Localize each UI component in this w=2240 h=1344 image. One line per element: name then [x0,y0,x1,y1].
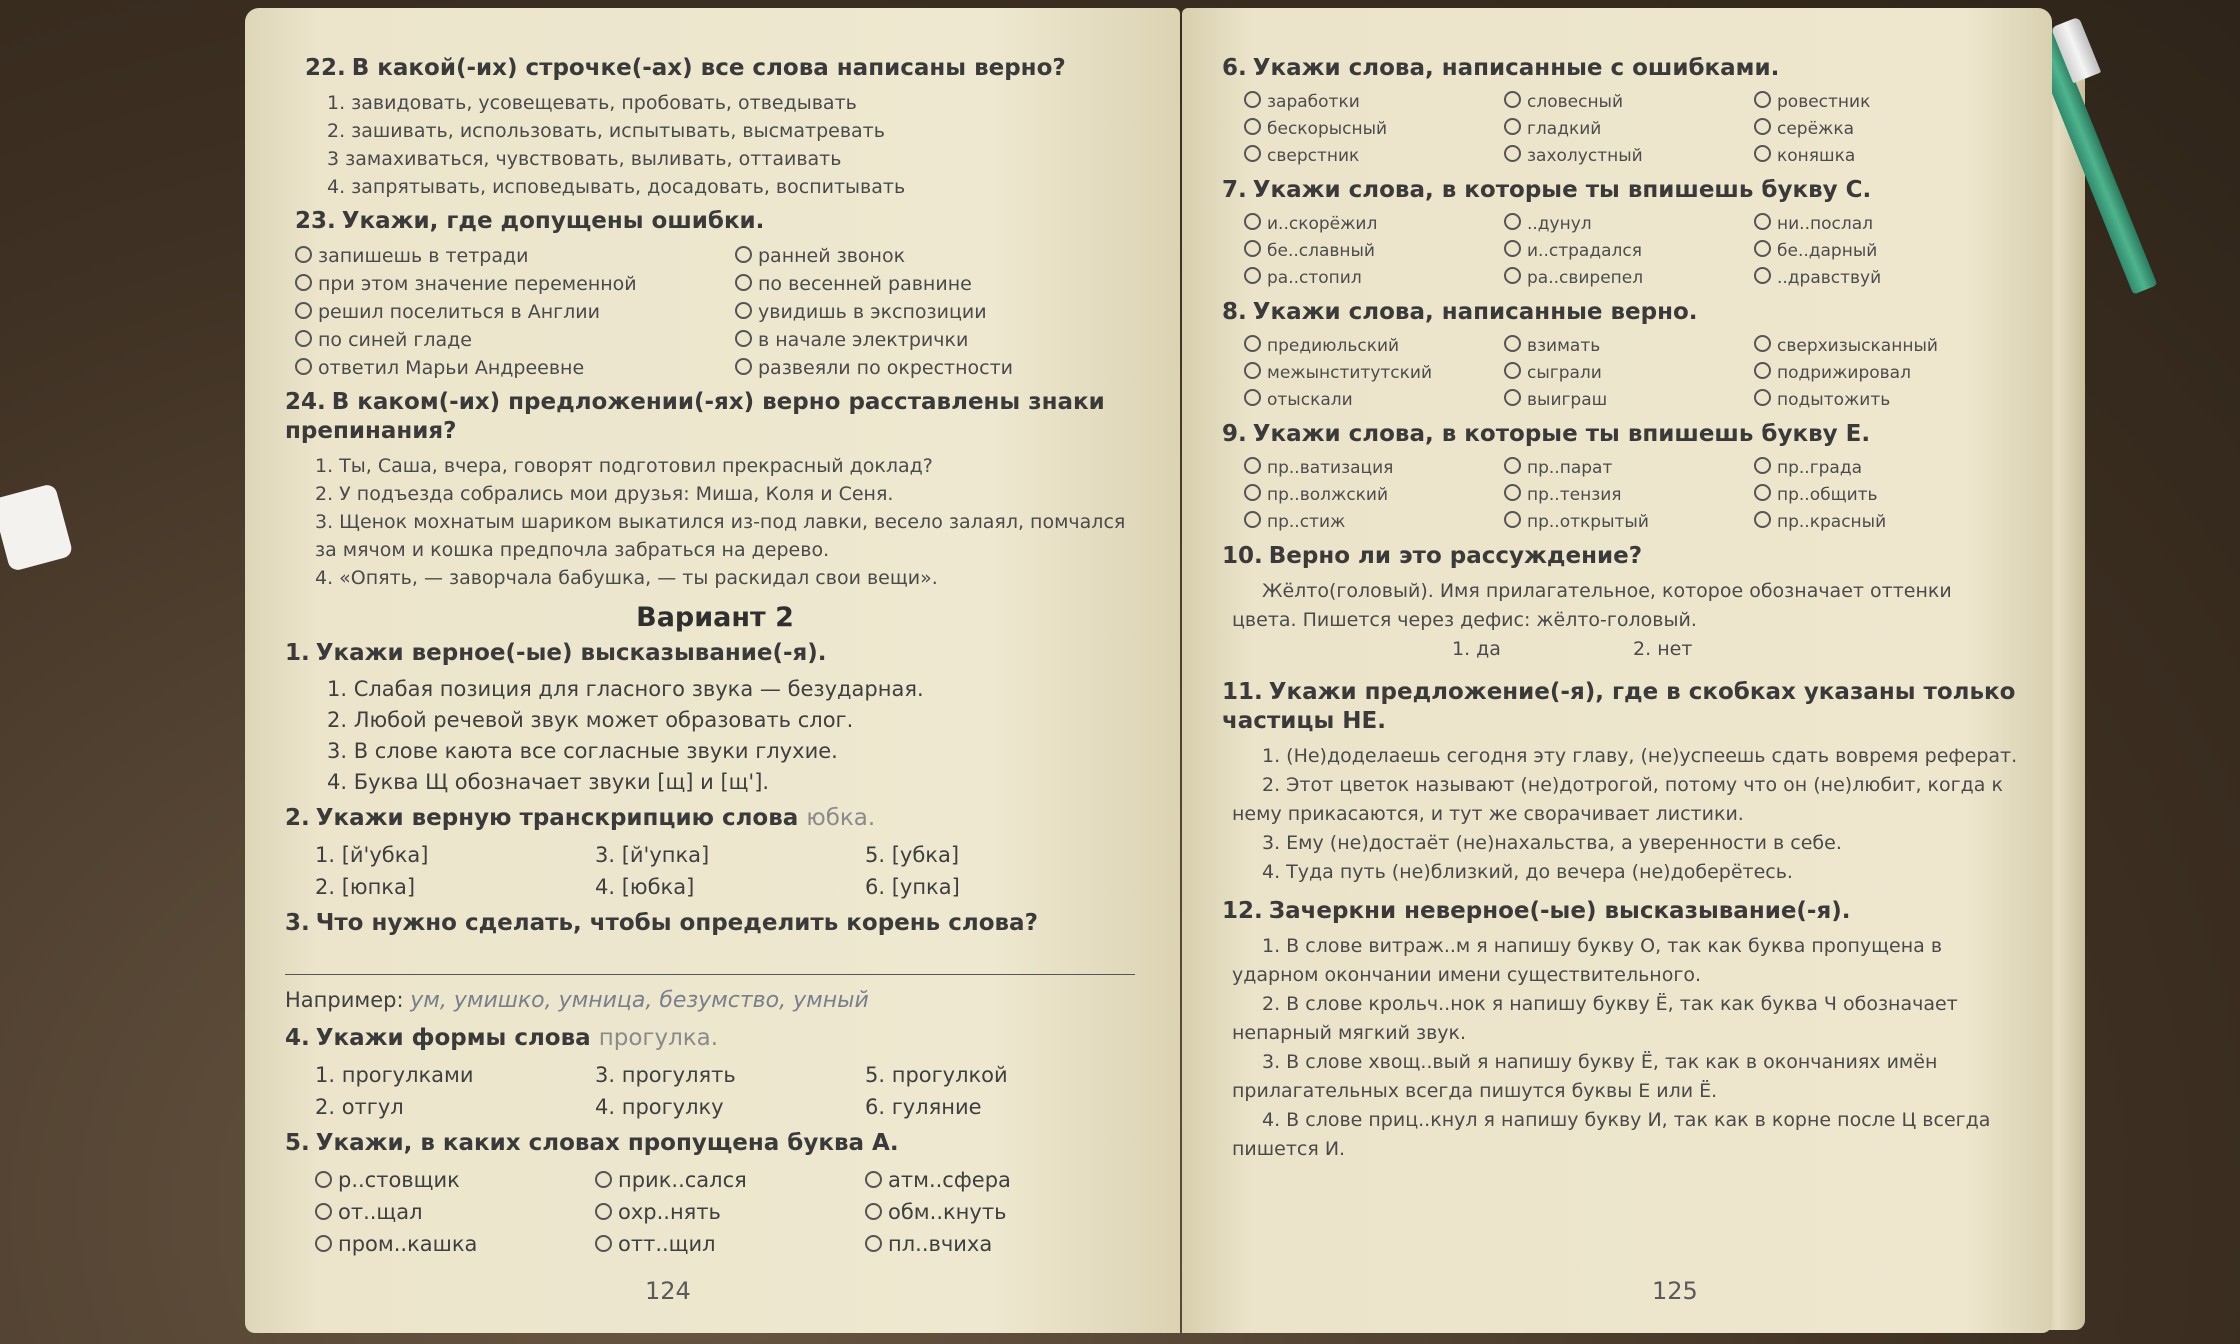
q7-option[interactable]: ..дравствуй [1754,265,2014,292]
q23-option[interactable]: по весенней равнине [735,270,1155,298]
question-7: 7. Укажи слова, в которые ты впишешь букву С. [1222,177,1872,203]
v5-option[interactable]: отт..щил [595,1228,865,1260]
radio-icon[interactable] [1244,484,1261,501]
variant2-question-5: 5. Укажи, в каких словах пропущена буква А. [285,1130,899,1156]
v2-option: 6. [упка] [865,875,960,899]
radio-icon[interactable] [1504,335,1521,352]
q23-option[interactable]: ранней звонок [735,242,1155,270]
radio-icon[interactable] [865,1235,882,1252]
question-10: 10. Верно ли это рассуждение? [1222,543,1643,569]
radio-icon[interactable] [295,274,312,291]
q24-option: 2. У подъезда собрались мои друзья: Миша, Коля и Сеня. [315,483,894,505]
v2-option: 2. [юпка] [315,875,416,899]
radio-icon[interactable] [1754,91,1771,108]
q9-options [1244,455,2022,536]
q10-answer-yes[interactable]: 1. да [1452,638,1501,660]
right-page [1182,8,2052,1333]
radio-icon[interactable] [1754,267,1771,284]
q24-option: 4. «Опять, — заворчала бабушка, — ты раскидал свои вещи». [315,567,938,589]
q6-option[interactable]: коняшка [1754,143,2014,170]
radio-icon[interactable] [1504,267,1521,284]
q8-option[interactable]: межынститутский [1244,360,1504,387]
q8-options [1244,333,2022,414]
q6-option[interactable]: ровестник [1754,89,2014,116]
v5-option[interactable]: атм..сфера [865,1164,1135,1196]
q8-option[interactable]: взимать [1504,333,1754,360]
q9-option[interactable]: пр..волжский [1244,482,1504,509]
q24-option: 1. Ты, Саша, вчера, говорят подготовил прекрасный доклад? [315,455,933,477]
v1-option: 4. Буква Щ обозначает звуки [щ] и [щ']. [327,770,770,794]
question-9: 9. Укажи слова, в которые ты впишешь букву Е. [1222,421,1871,447]
radio-icon[interactable] [735,358,752,375]
v4-option: 3. прогулять [595,1063,736,1087]
radio-icon[interactable] [1754,118,1771,135]
q10-answer-no[interactable]: 2. нет [1633,638,1693,660]
q6-option[interactable]: заработки [1244,89,1504,116]
left-page [245,8,1180,1333]
v4-option: 4. прогулку [595,1095,724,1119]
variant2-question-4: 4. Укажи формы слова прогулка. [285,1025,719,1051]
radio-icon[interactable] [1754,511,1771,528]
q7-option[interactable]: и..страдался [1504,238,1754,265]
q7-option[interactable]: ..дунул [1504,211,1754,238]
question-24: 24. В каком(-их) предложении(-ях) верно расставлены знаки препинания? [285,389,1105,444]
q6-options [1244,89,2022,170]
q12-option: 4. В слове приц..кнул я напишу букву И, так как в корне после Ц всегда пишется И. [1232,1109,1991,1160]
radio-icon[interactable] [1754,213,1771,230]
question-22-title: В какой(-их) строчке(-ах) все слова написаны верно? [351,55,1066,81]
page-number-left: 124 [645,1277,691,1305]
radio-icon[interactable] [865,1171,882,1188]
radio-icon[interactable] [295,302,312,319]
q9-option[interactable]: пр..тензия [1504,482,1754,509]
radio-icon[interactable] [1244,118,1261,135]
radio-icon[interactable] [1244,457,1261,474]
v5-option[interactable]: р..стовщик [315,1164,595,1196]
radio-icon[interactable] [1754,362,1771,379]
v4-option: 6. гуляние [865,1095,982,1119]
q23-option[interactable]: по синей гладе [295,326,735,354]
q7-options [1244,211,2022,292]
q6-option[interactable]: серёжка [1754,116,2014,143]
q9-option[interactable]: пр..красный [1754,509,2014,536]
radio-icon[interactable] [1244,389,1261,406]
v4-option: 1. прогулками [315,1063,474,1087]
q10-answers [1452,635,2022,664]
radio-icon[interactable] [1244,240,1261,257]
right-page-content [1222,48,2022,1164]
radio-icon[interactable] [735,330,752,347]
q12-option: 3. В слове хвощ..вый я напишу букву Ё, так как в окончаниях имён прилагательных всегда пишутся буквы Е или Ё. [1232,1051,1938,1102]
q7-option[interactable]: бе..славный [1244,238,1504,265]
radio-icon[interactable] [315,1203,332,1220]
q22-option: 3 замахиваться, чувствовать, выливать, оттаивать [327,148,842,170]
question-8: 8. Укажи слова, написанные верно. [1222,299,1698,325]
q23-option[interactable]: при этом значение переменной [295,270,735,298]
radio-icon[interactable] [1504,240,1521,257]
v5-options [315,1164,1145,1260]
q7-option[interactable]: ра..стопил [1244,265,1504,292]
radio-icon[interactable] [1504,118,1521,135]
q6-option[interactable]: словесный [1504,89,1754,116]
q11-option: 4. Туда путь (не)близкий, до вечера (не)доберётесь. [1262,861,1793,883]
q8-option[interactable]: сверхизысканный [1754,333,2014,360]
q8-option[interactable]: сыграли [1504,360,1754,387]
q8-option[interactable]: выиграш [1504,387,1754,414]
q9-option[interactable]: пр..открытый [1504,509,1754,536]
radio-icon[interactable] [295,330,312,347]
q9-option[interactable]: пр..ватизация [1244,455,1504,482]
q7-option[interactable]: и..скорёжил [1244,211,1504,238]
q9-option[interactable]: пр..общить [1754,482,2014,509]
v4-option: 5. прогулкой [865,1063,1008,1087]
v5-option[interactable]: прик..сался [595,1164,865,1196]
q11-option: 1. (Не)доделаешь сегодня эту главу, (не)успеешь сдать вовремя реферат. [1262,745,2018,767]
radio-icon[interactable] [295,246,312,263]
q10-text: Жёлто(головый). Имя прилагательное, которое обозначает оттенки цвета. Пишется через дефис: жёлто-головый. [1232,580,1952,631]
question-23-title: Укажи, где допущены ошибки. [341,208,765,234]
radio-icon[interactable] [1504,457,1521,474]
radio-icon[interactable] [1244,91,1261,108]
radio-icon[interactable] [1754,484,1771,501]
q23-option[interactable]: запишешь в тетради [295,242,735,270]
radio-icon[interactable] [735,246,752,263]
radio-icon[interactable] [595,1171,612,1188]
variant2-question-2: 2. Укажи верную транскрипцию слова юбка. [285,805,876,831]
q23-option[interactable]: ответил Марьи Андреевне [295,354,735,382]
q23-option[interactable]: в начале электрички [735,326,1155,354]
v4-options [315,1059,1145,1123]
q23-option[interactable]: увидишь в экспозиции [735,298,1155,326]
question-12: 12. Зачеркни неверное(-ые) высказывание(-я). [1222,898,1851,924]
radio-icon[interactable] [595,1235,612,1252]
radio-icon[interactable] [1754,389,1771,406]
v2-option: 4. [юбка] [595,875,695,899]
q12-option: 1. В слове витраж..м я напишу букву О, так как буква пропущена в ударном окончании имени существительного. [1232,935,1943,986]
variant-title: Вариант 2 [636,602,794,633]
v1-option: 1. Слабая позиция для гласного звука — безударная. [327,677,924,701]
page-number-right: 125 [1652,1277,1698,1305]
radio-icon[interactable] [1244,335,1261,352]
q8-option[interactable]: подрижировал [1754,360,2014,387]
answer-line[interactable] [285,944,1135,975]
radio-icon[interactable] [1754,240,1771,257]
variant2-question-1: 1. Укажи верное(-ые) высказывание(-я). [285,640,827,666]
question-11: 11. Укажи предложение(-я), где в скобках указаны только частицы НЕ. [1222,679,2016,734]
q12-option: 2. В слове крольч..нок я напишу букву Ё, так как буква Ч обозначает непарный мягкий звук. [1232,993,1958,1044]
radio-icon[interactable] [1504,362,1521,379]
question-24-title: В каком(-их) предложении(-ях) верно расставлены знаки препинания? [285,389,1105,444]
radio-icon[interactable] [735,302,752,319]
v2-options [315,839,1145,903]
radio-icon[interactable] [1244,213,1261,230]
radio-icon[interactable] [1504,213,1521,230]
radio-icon[interactable] [315,1235,332,1252]
v4-option: 2. отгул [315,1095,404,1119]
radio-icon[interactable] [595,1203,612,1220]
q11-option: 3. Ему (не)достаёт (не)нахальства, а уверенности в себе. [1262,832,1842,854]
q22-option: 4. запрятывать, исповедывать, досадовать, воспитывать [327,176,906,198]
question-22: 22. В какой(-их) строчке(-ах) все слова написаны верно? [305,55,1066,81]
q9-option[interactable]: пр..града [1754,455,2014,482]
radio-icon[interactable] [1754,145,1771,162]
radio-icon[interactable] [1504,145,1521,162]
v5-option[interactable]: охр..нять [595,1196,865,1228]
radio-icon[interactable] [1244,145,1261,162]
paper-scrap [0,483,74,572]
v2-option: 5. [убка] [865,843,960,867]
radio-icon[interactable] [865,1203,882,1220]
q23-option[interactable]: решил поселиться в Англии [295,298,735,326]
q9-option[interactable]: пр..стиж [1244,509,1504,536]
radio-icon[interactable] [1504,389,1521,406]
v1-option: 2. Любой речевой звук может образовать слог. [327,708,854,732]
q7-option[interactable]: ни..послал [1754,211,2014,238]
v5-option[interactable]: пл..вчиха [865,1228,1135,1260]
question-23: 23. Укажи, где допущены ошибки. [295,208,765,234]
handwritten-answer[interactable]: ум, умишко, умница, безумство, умный [410,988,869,1013]
q6-option[interactable]: сверстник [1244,143,1504,170]
radio-icon[interactable] [1244,267,1261,284]
q22-option: 1. завидовать, усовещевать, пробовать, отведывать [327,92,857,114]
v2-option: 3. [й'упка] [595,843,710,867]
radio-icon[interactable] [1504,484,1521,501]
q6-option[interactable]: бескорысный [1244,116,1504,143]
radio-icon[interactable] [735,274,752,291]
v5-option[interactable]: обм..кнуть [865,1196,1135,1228]
left-page-content [285,48,1145,1260]
variant2-question-3: 3. Что нужно сделать, чтобы определить корень слова? [285,910,1038,936]
q24-option: 3. Щенок мохнатым шариком выкатился из-под лавки, весело залаял, помчался за мячом и кошка предпочла забраться на дерево. [315,511,1126,561]
radio-icon[interactable] [1504,91,1521,108]
radio-icon[interactable] [1244,511,1261,528]
q8-option[interactable]: предиюльский [1244,333,1504,360]
radio-icon[interactable] [1504,511,1521,528]
q23-option[interactable]: развеяли по окрестности [735,354,1155,382]
q9-option[interactable]: пр..парат [1504,455,1754,482]
q8-option[interactable]: отыскали [1244,387,1504,414]
q6-option[interactable]: гладкий [1504,116,1754,143]
q7-option[interactable]: бе..дарный [1754,238,2014,265]
radio-icon[interactable] [1244,362,1261,379]
radio-icon[interactable] [315,1171,332,1188]
radio-icon[interactable] [1754,457,1771,474]
v2-option: 1. [й'убка] [315,843,429,867]
radio-icon[interactable] [1754,335,1771,352]
q7-option[interactable]: ра..свирепел [1504,265,1754,292]
v5-option[interactable]: от..щал [315,1196,595,1228]
v5-option[interactable]: пром..кашка [315,1228,595,1260]
q23-options [295,242,1145,382]
q6-option[interactable]: захолустный [1504,143,1754,170]
question-6: 6. Укажи слова, написанные с ошибками. [1222,55,1780,81]
example-row: Например: ум, умишко, умница, безумство, умный [285,988,869,1013]
radio-icon[interactable] [295,358,312,375]
q22-option: 2. зашивать, использовать, испытывать, высматревать [327,120,885,142]
q11-option: 2. Этот цветок называют (не)дотрогой, потому что он (не)любит, когда к нему прикасаются, и тут же сворачивает листики. [1232,774,2003,825]
q8-option[interactable]: подытожить [1754,387,2014,414]
v1-option: 3. В слове каюта все согласные звуки глухие. [327,739,838,763]
